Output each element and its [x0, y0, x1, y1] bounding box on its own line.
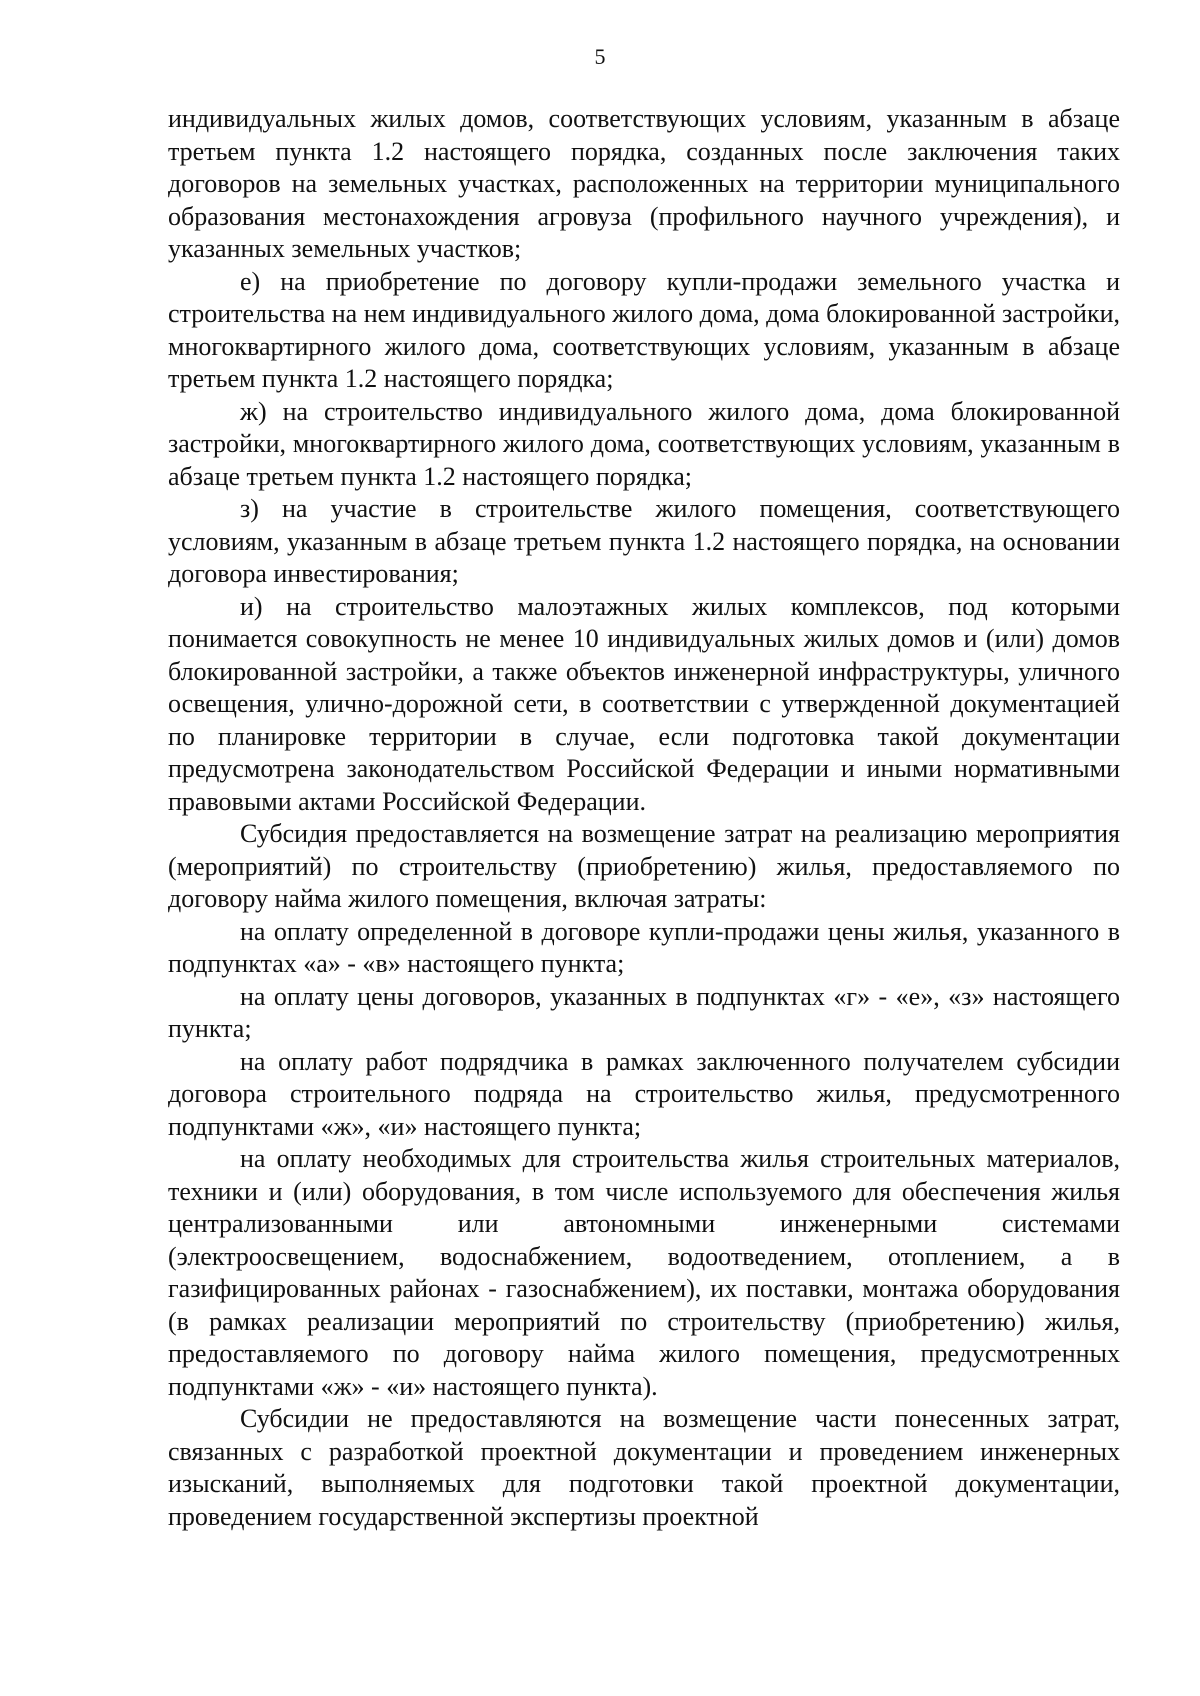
paragraph-cost-contractor: на оплату работ подрядчика в рамках заключенного получателем субсидии договора строительного подряда на строительство жилья, предусмотренного подпунктами «ж», «и» настоящего пункта; [168, 1046, 1120, 1141]
paragraph-cost-purchase: на оплату определенной в договоре купли-продажи цены жилья, указанного в подпунктах «а» - «в» настоящего пункта; [168, 916, 1120, 978]
document-body [168, 103, 1120, 1533]
paragraph-continuation: индивидуальных жилых домов, соответствующих условиям, указанным в абзаце третьем пункта 1.2 настоящего порядка, созданных после заключения таких договоров на земельных участках, расположенных на территории муниципального образования местонахождения агровуза (профильного научного учреждения), и указанных земельных участков; [168, 104, 1120, 263]
paragraph-cost-materials: на оплату необходимых для строительства жилья строительных материалов, техники и (или) оборудования, в том числе используемого для обеспечения жилья централизованными или автономными инженерными системами (электроосвещением, водоснабжением, водоотведением, отоплением, а в газифицированных районах - газоснабжением), их поставки, монтажа оборудования (в рамках реализации мероприятий по строительству (приобретению) жилья, предоставляемого по договору найма жилого помещения, предусмотренных подпунктами «ж» - «и» настоящего пункта). [168, 1144, 1120, 1401]
paragraph-item-e: е) на приобретение по договору купли-продажи земельного участка и строительства на нем индивидуального жилого дома, дома блокированной застройки, многоквартирного жилого дома, соответствующих условиям, указанным в абзаце третьем пункта 1.2 настоящего порядка; [168, 266, 1120, 393]
paragraph-item-zh: ж) на строительство индивидуального жилого дома, дома блокированной застройки, многоквартирного жилого дома, соответствующих условиям, указанным в абзаце третьем пункта 1.2 настоящего порядка; [168, 396, 1120, 491]
paragraph-subsidy-purpose: Субсидия предоставляется на возмещение затрат на реализацию мероприятия (мероприятий) по строительству (приобретению) жилья, предоставляемого по договору найма жилого помещения, включая затраты: [168, 819, 1120, 913]
paragraph-subsidy-exclusions: Субсидии не предоставляются на возмещение части понесенных затрат, связанных с разработкой проектной документации и проведением инженерных изысканий, выполняемых для подготовки такой проектной документации, проведением государственной экспертизы проектной [168, 1404, 1120, 1531]
paragraph-item-z: з) на участие в строительстве жилого помещения, соответствующего условиям, указанным в абзаце третьем пункта 1.2 настоящего порядка, на основании договора инвестирования; [168, 494, 1120, 588]
paragraph-cost-contracts: на оплату цены договоров, указанных в подпунктах «г» - «е», «з» настоящего пункта; [168, 981, 1120, 1043]
paragraph-item-i: и) на строительство малоэтажных жилых комплексов, под которыми понимается совокупность не менее 10 индивидуальных жилых домов и (или) домов блокированной застройки, а также объектов инженерной инфраструктуры, уличного освещения, улично-дорожной сети, в соответствии с утвержденной документацией по планировке территории в случае, если подготовка такой документации предусмотрена законодательством Российской Федерации и иными нормативными правовыми актами Российской Федерации. [168, 591, 1120, 816]
page-number: 5 [594, 44, 606, 69]
